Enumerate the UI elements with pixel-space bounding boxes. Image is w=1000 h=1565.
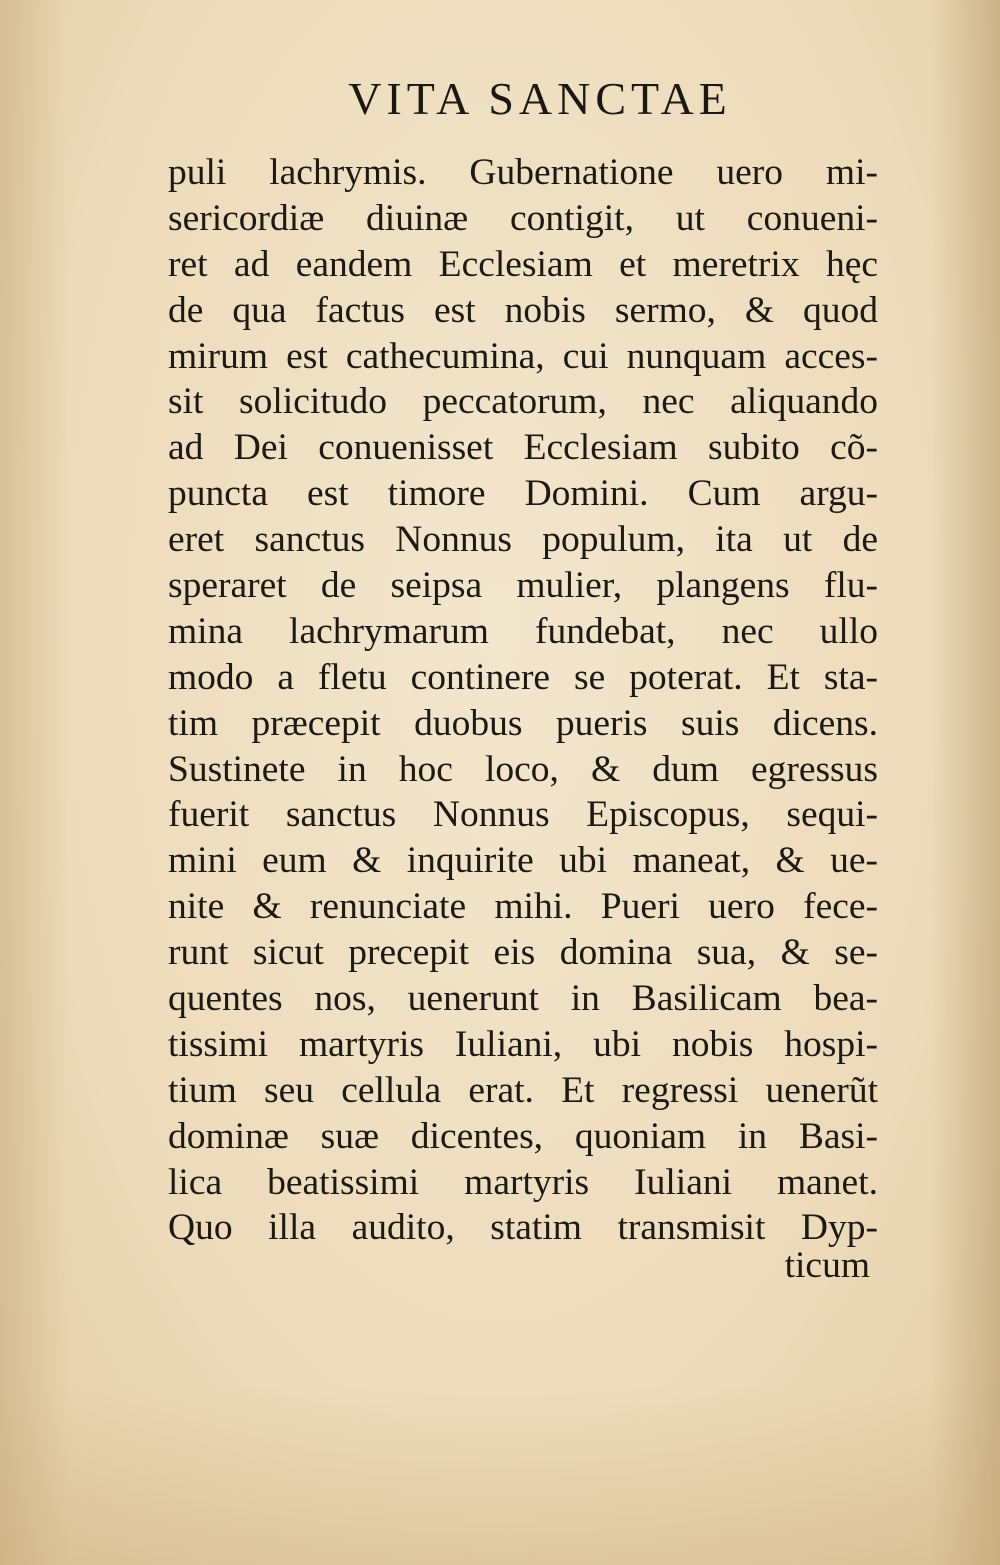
body-text (168, 150, 878, 1251)
text-line: speraret de seipsa mulier, plangens flu- (168, 565, 878, 607)
text-line: runt sicut precepit eis domina sua, & se- (168, 932, 878, 974)
running-head: VITA SANCTAE (348, 73, 732, 124)
text-line: tissimi martyris Iuliani, ubi nobis hospi- (168, 1023, 878, 1065)
text-line: quentes nos, uenerunt in Basilicam bea- (168, 978, 878, 1020)
text-line: mirum est cathecumina, cui nunquam acces- (168, 335, 878, 377)
page-stain (0, 1385, 1000, 1565)
text-line: eret sanctus Nonnus populum, ita ut de (168, 519, 878, 561)
catchword: ticum (784, 1245, 870, 1286)
text-line: puli lachrymis. Gubernatione uero mi- (168, 152, 878, 193)
text-line: nite & renunciate mihi. Pueri uero fece- (168, 886, 878, 928)
text-line: tium seu cellula erat. Et regressi uenerũt (168, 1069, 878, 1111)
text-line: tim præcepit duobus pueris suis dicens. (168, 702, 878, 744)
text-line: modo a fletu continere se poterat. Et sta- (168, 656, 878, 698)
page-gutter-shadow (0, 0, 70, 1565)
text-line: ret ad eandem Ecclesiam et meretrix hęc (168, 243, 878, 285)
text-line: ad Dei conuenisset Ecclesiam subito cõ- (168, 427, 878, 469)
text-line: de qua factus est nobis sermo, & quod (168, 289, 878, 331)
text-line: lica beatissimi martyris Iuliani manet. (168, 1161, 878, 1203)
text-line: Quo illa audito, statim transmisit Dyp- (168, 1207, 878, 1249)
text-line: sit solicitudo peccatorum, nec aliquando (168, 381, 878, 423)
text-line: fuerit sanctus Nonnus Episcopus, sequi- (168, 794, 878, 836)
text-line: Sustinete in hoc loco, & dum egressus (168, 748, 878, 790)
text-line: puncta est timore Domini. Cum argu- (168, 473, 878, 515)
text-line: mini eum & inquirite ubi maneat, & ue- (168, 840, 878, 882)
text-line: mina lachrymarum fundebat, nec ullo (168, 610, 878, 652)
text-line: dominæ suæ dicentes, quoniam in Basi- (168, 1115, 878, 1157)
text-line: sericordiæ diuinæ contigit, ut conueni- (168, 197, 878, 239)
page-edge-shadow (930, 0, 1000, 1565)
